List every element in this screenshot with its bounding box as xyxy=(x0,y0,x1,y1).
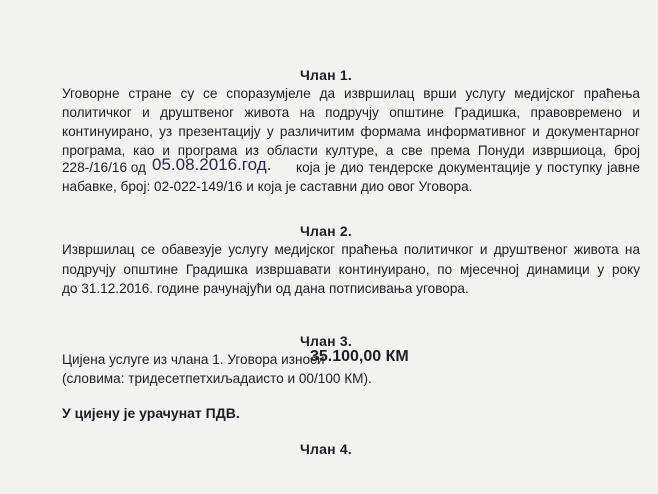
article-1-line-6: набавке, број: 02-022-149/16 и која је саставни дио овог Уговора. xyxy=(62,179,473,194)
article-1-line-1: Уговорне стране су се споразумјеле да извршилац врши услугу медијског праћења xyxy=(62,86,640,101)
article-1-heading: Члан 1. xyxy=(300,67,352,83)
article-1-line-4: програма, као и програма из области културе, а све према Понуди извршиоца, број xyxy=(62,143,640,158)
offer-date: 05.08.2016.год. xyxy=(152,155,272,174)
article-2-line-3: до 31.12.2016. године рачунајући од дана потписивања уговора. xyxy=(62,281,469,296)
article-1-line-5-end: која је дио тендерске документације у поступку јавне xyxy=(296,160,640,175)
article-3-heading: Члан 3. xyxy=(300,333,352,349)
vat-note: У цијену је урачунат ПДВ. xyxy=(62,405,240,421)
article-1-line-3: континуирано, уз презентацију у различитим формама информативног и документарног xyxy=(62,124,640,139)
article-2-heading: Члан 2. xyxy=(300,223,352,239)
article-2-line-1: Извршилац се обавезује услугу медијског праћења политичког и друштвеног живота на xyxy=(62,242,640,257)
article-3-price-text: Цијена услуге из члана 1. Уговора износи xyxy=(62,352,325,367)
article-4-heading: Члан 4. xyxy=(300,441,352,457)
article-1-line-2: политичког и друштвеног живота на подручју општине Градишка, правовремено и xyxy=(62,105,640,120)
article-1-line-5-start: 228-/16/16 од xyxy=(62,160,146,175)
article-2-line-2: подручју општине Градишка извршавати континуирано, по мјесечној динамици у року xyxy=(62,262,640,277)
article-3-price-in-words: (словима: тридесетпетхиљадаисто и 00/100 КМ). xyxy=(62,371,372,386)
price-amount: 35.100,00 КМ xyxy=(310,348,409,365)
